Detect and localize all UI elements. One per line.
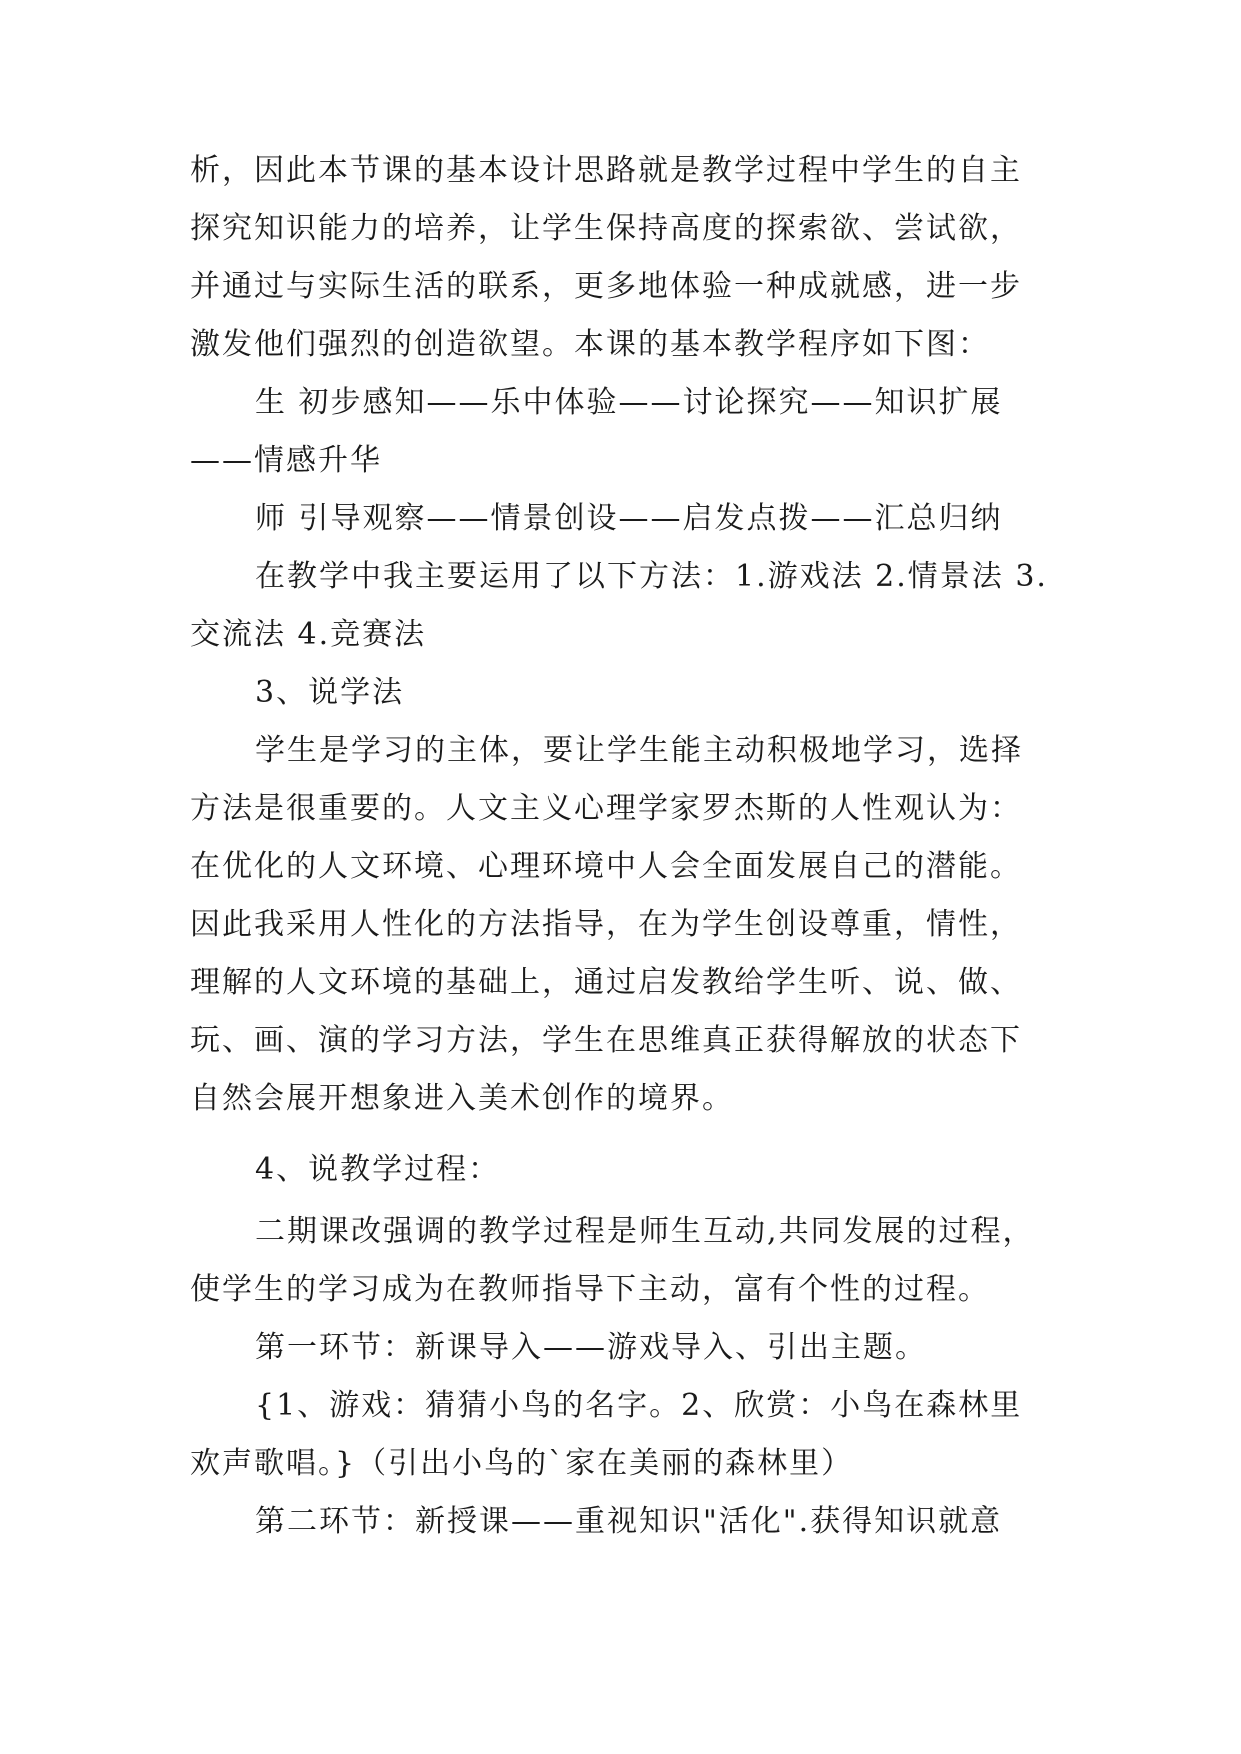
paragraph-line: 析，因此本节课的基本设计思路就是教学过程中学生的自主 xyxy=(190,153,1022,188)
paragraph-line: 自然会展开想象进入美术创作的境界。 xyxy=(190,1081,734,1116)
paragraph-line: 二期课改强调的教学过程是师生互动,共同发展的过程， xyxy=(255,1214,1035,1249)
paragraph-line: 方法是很重要的。人文主义心理学家罗杰斯的人性观认为： xyxy=(190,791,1022,826)
paragraph-line: 第二环节：新授课——重视知识"活化".获得知识就意 xyxy=(255,1504,1003,1539)
paragraph-line: 玩、画、演的学习方法，学生在思维真正获得解放的状态下 xyxy=(190,1023,1022,1058)
paragraph-line: 理解的人文环境的基础上，通过启发教给学生听、说、做、 xyxy=(190,965,1022,1000)
paragraph-line: 在优化的人文环境、心理环境中人会全面发展自己的潜能。 xyxy=(190,849,1022,884)
section-heading: 4、说教学过程： xyxy=(255,1152,501,1187)
paragraph-line: 因此我采用人性化的方法指导，在为学生创设尊重，情性， xyxy=(190,907,1022,942)
flow-student-line: 生 初步感知——乐中体验——讨论探究——知识扩展 xyxy=(255,385,1003,420)
paragraph-line: 探究知识能力的培养，让学生保持高度的探索欲、尝试欲， xyxy=(190,211,1022,246)
paragraph-line: 激发他们强烈的创造欲望。本课的基本教学程序如下图： xyxy=(190,327,990,362)
paragraph-line: 第一环节：新课导入——游戏导入、引出主题。 xyxy=(255,1330,927,1365)
paragraph-line: 在教学中我主要运用了以下方法：1.游戏法 2.情景法 3. xyxy=(255,559,1048,594)
paragraph-line: 交流法 4.竞赛法 xyxy=(190,617,427,652)
flow-teacher-line: 师 引导观察——情景创设——启发点拨——汇总归纳 xyxy=(255,501,1003,536)
paragraph-line: 使学生的学习成为在教师指导下主动，富有个性的过程。 xyxy=(190,1272,990,1307)
paragraph-line: 学生是学习的主体，要让学生能主动积极地学习，选择 xyxy=(255,733,1023,768)
paragraph-line: 欢声歌唱。}（引出小鸟的`家在美丽的森林里） xyxy=(190,1446,854,1481)
section-heading: 3、说学法 xyxy=(255,675,405,710)
paragraph-line: {1、游戏：猜猜小鸟的名字。2、欣赏：小鸟在森林里 xyxy=(255,1388,1023,1423)
flow-student-line-cont: ——情感升华 xyxy=(190,443,382,478)
paragraph-line: 并通过与实际生活的联系，更多地体验一种成就感，进一步 xyxy=(190,269,1022,304)
